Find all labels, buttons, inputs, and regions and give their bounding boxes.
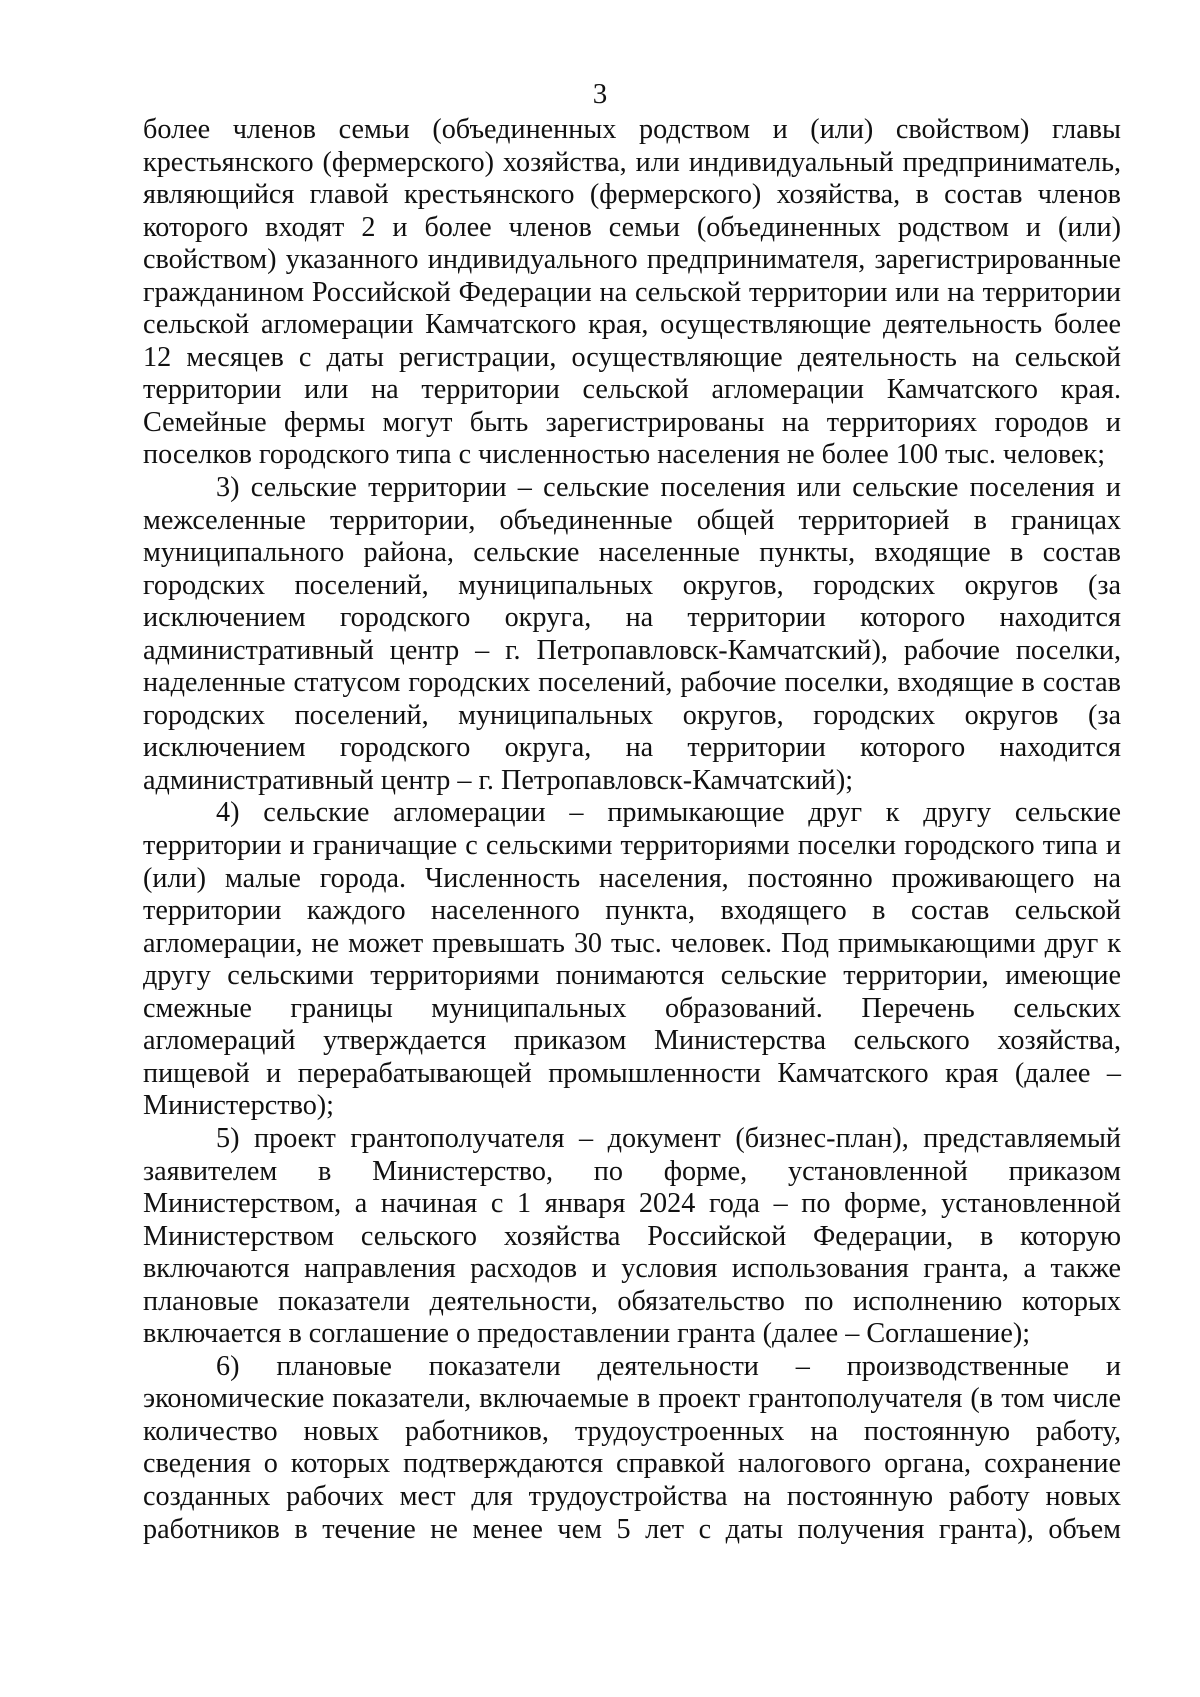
paragraph-rural-territories: 3) сельские территории – сельские поселения или сельские поселения и межселенные территории, объединенные общей территорией в границах муниципального района, сельские населенные пункты, входящие в состав городских поселений, муниципальных округов, городских округов (за исключением городского округа, на территории которого находится административный центр – г. Петропавловск-Камчатский), рабочие поселки, наделенные статусом городских поселений, рабочие поселки, входящие в состав городских поселений, муниципальных округов, городских округов (за исключением городского округа, на территории которого находится административный центр – г. Петропавловск-Камчатский); <box>143 472 1121 796</box>
document-body <box>143 114 1121 1546</box>
paragraph-planned-indicators: 6) плановые показатели деятельности – производственные и экономические показатели, включаемые в проект грантополучателя (в том числе количество новых работников, трудоустроенных на постоянную работу, сведения о которых подтверждаются справкой налогового органа, сохранение созданных рабочих мест для трудоустройства на постоянную работу новых работников в течение не менее чем 5 лет с даты получения гранта), объем <box>143 1350 1121 1545</box>
paragraph-rural-agglomerations: 4) сельские агломерации – примыкающие друг к другу сельские территории и граничащие с сельскими территориями поселки городского типа и (или) малые города. Численность населения, постоянно проживающего на территории каждого населенного пункта, входящего в состав сельской агломерации, не может превышать 30 тыс. человек. Под примыкающими друг к другу сельскими территориями понимаются сельские территории, имеющие смежные границы муниципальных образований. Перечень сельских агломераций утверждается приказом Министерства сельского хозяйства, пищевой и перерабатывающей промышленности Камчатского края (далее – Министерство); <box>143 797 1121 1122</box>
paragraph-grantee-project: 5) проект грантополучателя – документ (бизнес-план), представляемый заявителем в Министерство, по форме, установленной приказом Министерством, а начиная с 1 января 2024 года – по форме, установленной Министерством сельского хозяйства Российской Федерации, в которую включаются направления расходов и условия использования гранта, а также плановые показатели деятельности, обязательство по исполнению которых включается в соглашение о предоставлении гранта (далее – Соглашение); <box>143 1122 1121 1350</box>
page-number: 3 <box>592 78 608 110</box>
paragraph-continuation: более членов семьи (объединенных родством и (или) свойством) главы крестьянского (фермерского) хозяйства, или индивидуальный предприниматель, являющийся главой крестьянского (фермерского) хозяйства, в состав членов которого входят 2 и более членов семьи (объединенных родством и (или) свойством) указанного индивидуального предпринимателя, зарегистрированные гражданином Российской Федерации на сельской территории или на территории сельской агломерации Камчатского края, осуществляющие деятельность более 12 месяцев с даты регистрации, осуществляющие деятельность на сельской территории или на территории сельской агломерации Камчатского края. Семейные фермы могут быть зарегистрированы на территориях городов и поселков городского типа с численностью населения не более 100 тыс. человек; <box>143 114 1121 471</box>
